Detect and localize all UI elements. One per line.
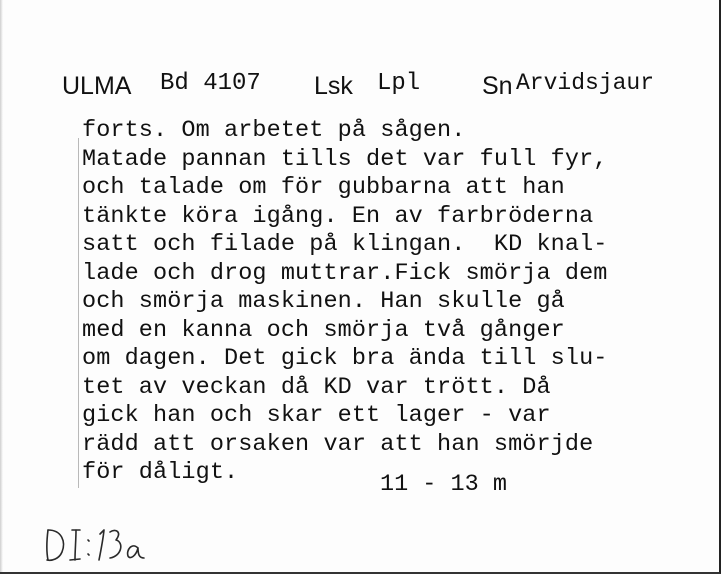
text-line: rädd att orsaken var att han smörjde: [82, 430, 594, 458]
text-line: och talade om för gubbarna att han: [82, 174, 565, 201]
page-range: 11 - 13 m: [380, 471, 507, 498]
text-line: med en kanna och smörja två gånger: [82, 316, 565, 344]
socken-label: Sn: [482, 72, 513, 100]
text-line: tet av veckan då KD var trött. Då: [82, 373, 551, 401]
text-line: Matade pannan tills det var full fyr,: [82, 145, 608, 173]
text-line: gick han och skar ett lager - var: [82, 402, 551, 429]
landskap-label: Lsk: [314, 72, 353, 100]
volume-number: Bd 4107: [160, 70, 261, 97]
text-line: och smörja maskinen. Han skulle gå: [82, 288, 565, 315]
archive-name: ULMA: [62, 72, 132, 100]
text-line: om dagen. Det gick bra ända till slu-: [82, 345, 608, 372]
margin-rule: [78, 138, 79, 488]
handwritten-mark: [36, 520, 176, 568]
landskap-code: Lpl: [377, 70, 421, 97]
text-line: tänkte köra igång. En av farbröderna: [82, 202, 594, 230]
text-line: satt och filade på klingan. KD knal-: [82, 231, 608, 258]
card-body-text: [82, 117, 712, 488]
socken-name: Arvidsjaur: [516, 70, 655, 96]
text-line: lade och drog muttrar.Fick smörja dem: [82, 259, 608, 287]
text-line: forts. Om arbetet på sågen.: [82, 117, 466, 144]
text-line: för dåligt.: [82, 459, 239, 486]
card-header: [0, 70, 721, 104]
